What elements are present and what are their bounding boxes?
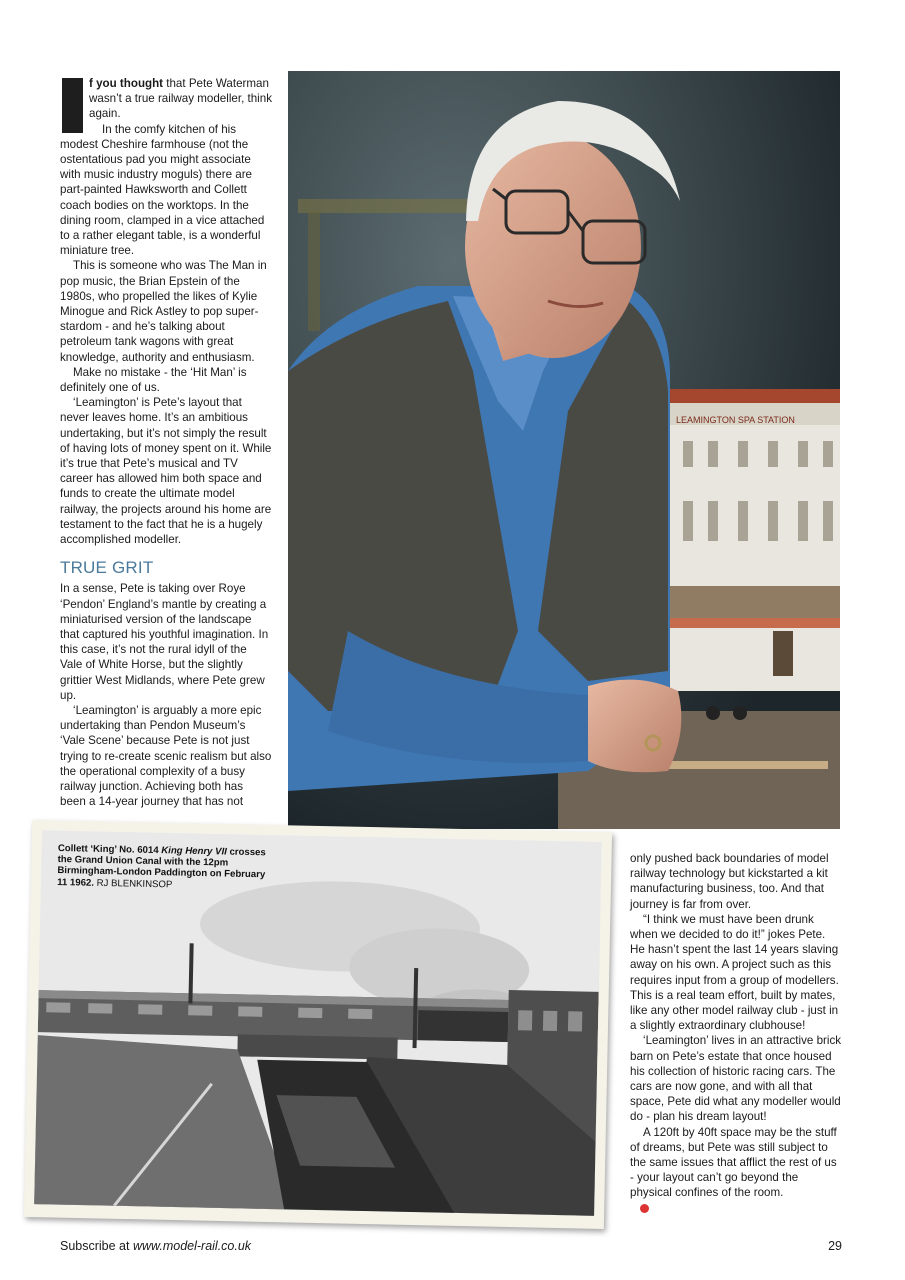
body-paragraph: Make no mistake - the ‘Hit Man’ is definitely one of us. <box>60 365 247 395</box>
body-paragraph: In the comfy kitchen of his modest Cheshire farmhouse (not the ostentatious pad you might associate with music industry moguls) there are part-painted Hawksworth and Collett coach bodies on the worktops. In the dining room, clamped in a vice attached to a rather elegant table, is a wonderful miniature tree. <box>60 122 265 258</box>
body-paragraph: “I think we must have been drunk when we decided to do it!” jokes Pete. He hasn’t spent the last 14 years slaving away on his own. A project such as this requires input from a group of modellers. This is a real team effort, built by mates, like any other model railway club - just in a slightly extraordinary clubhouse! <box>630 912 839 1033</box>
photo-caption <box>57 843 268 892</box>
body-paragraph: ‘Leamington’ is Pete’s layout that never leaves home. It’s an ambitious undertaking, but it’s not simply the result of having lots of money spent on it. While it’s true that Pete’s musical and TV career has allowed him both space and funds to create the ultimate model railway, the projects around his home are testament to the fact that he is a hugely accomplished modeller. <box>60 396 272 547</box>
body-paragraph: ‘Leamington’ lives in an attractive brick barn on Pete’s estate that once housed his collection of historic racing cars. The cars are now gone, and with all that space, Pete did what any modeller would do - plan his dream layout! <box>630 1034 842 1124</box>
page-footer <box>60 1239 842 1253</box>
page-number: 29 <box>828 1239 842 1253</box>
right-column <box>630 851 842 1216</box>
body-paragraph: ‘Leamington’ is arguably a more epic undertaking than Pendon Museum’s ‘Vale Scene’ because Pete is not just trying to re-create scenic realism but also the operational complexity of a busy railway junction. Achieving both has been a 14-year journey that has not <box>60 703 272 809</box>
left-column <box>60 76 272 809</box>
portrait-illustration <box>288 71 840 829</box>
subscribe-line <box>60 1239 251 1253</box>
body-paragraph: In a sense, Pete is taking over Roye ‘Pendon’ England’s mantle by creating a miniaturised version of the landscape that captured his youthful imagination. In this case, it’s not the rural idyll of the Vale of White Horse, but the slightly grittier West Midlands, where Pete grew up. <box>60 582 269 702</box>
lead-rest: that Pete Waterman wasn’t a true railway modeller, think again. <box>89 77 273 121</box>
caption-text-2: crosses the Grand Union Canal with the 12pm Birmingham-London Paddington on February 11 1962. <box>57 846 266 889</box>
caption-credit: RJ BLENKINSOP <box>96 877 173 891</box>
end-of-article-icon <box>640 1204 649 1213</box>
portrait-photo <box>288 71 840 829</box>
body-paragraph: only pushed back boundaries of model railway technology but kickstarted a kit manufacturing business, too. And that journey is far from over. <box>630 852 829 911</box>
caption-text-1: Collett ‘King’ No. 6014 <box>57 843 162 857</box>
body-paragraph: A 120ft by 40ft space may be the stuff of dreams, but Pete was still subject to the same issues that afflict the rest of us - your layout can’t go beyond the physical confines of the room. <box>630 1125 837 1200</box>
lead-bold: f you thought <box>89 77 164 90</box>
drop-cap <box>62 78 83 133</box>
caption-locomotive-name: King Henry VII <box>161 845 227 858</box>
subscribe-prefix: Subscribe at <box>60 1239 133 1253</box>
building-sign: LEAMINGTON SPA STATION <box>676 415 795 425</box>
model-station-building <box>666 389 840 691</box>
subhead: TRUE GRIT <box>60 558 154 578</box>
lead-paragraph <box>60 76 272 122</box>
subscribe-url[interactable]: www.model-rail.co.uk <box>132 1239 252 1253</box>
body-paragraph: This is someone who was The Man in pop music, the Brian Epstein of the 1980s, who propelled the likes of Kylie Minogue and Rick Astley to pop super-stardom - and he’s talking about petroleum tank wagons with great knowledge, authority and enthusiasm. <box>60 259 267 364</box>
